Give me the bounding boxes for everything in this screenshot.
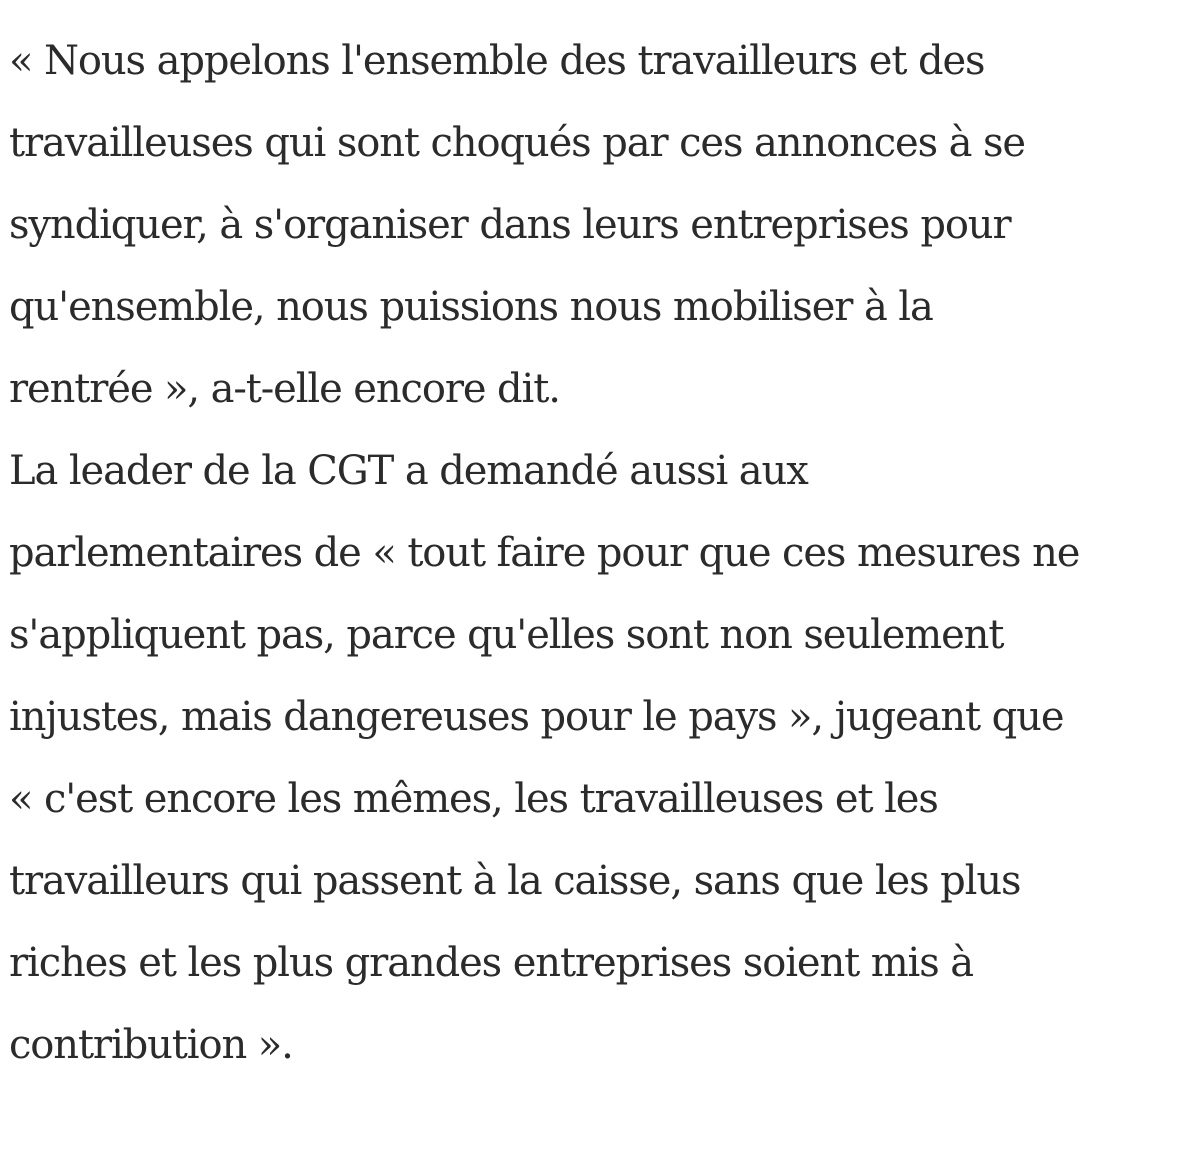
- text-line: La leader de la CGT a demandé aussi aux: [9, 448, 808, 494]
- article-body: [9, 20, 1189, 1086]
- text-line: qu'ensemble, nous puissions nous mobiliser à la: [9, 284, 933, 330]
- text-line: rentrée », a-t-elle encore dit.: [9, 366, 560, 412]
- text-line: s'appliquent pas, parce qu'elles sont non seulement: [9, 612, 1004, 658]
- text-line: syndiquer, à s'organiser dans leurs entreprises pour: [9, 202, 1011, 248]
- text-line: riches et les plus grandes entreprises soient mis à: [9, 940, 974, 986]
- text-line: travailleuses qui sont choqués par ces annonces à se: [9, 120, 1026, 166]
- text-line: injustes, mais dangereuses pour le pays », jugeant que: [9, 694, 1064, 740]
- text-line: « Nous appelons l'ensemble des travailleurs et des: [9, 38, 985, 84]
- text-line: contribution ».: [9, 1022, 293, 1068]
- paragraph-cgt-leader: [9, 430, 1189, 1086]
- paragraph-quote-mobilisation: [9, 20, 1189, 430]
- text-line: travailleurs qui passent à la caisse, sans que les plus: [9, 858, 1021, 904]
- text-line: parlementaires de « tout faire pour que ces mesures ne: [9, 530, 1080, 576]
- text-line: « c'est encore les mêmes, les travailleuses et les: [9, 776, 938, 822]
